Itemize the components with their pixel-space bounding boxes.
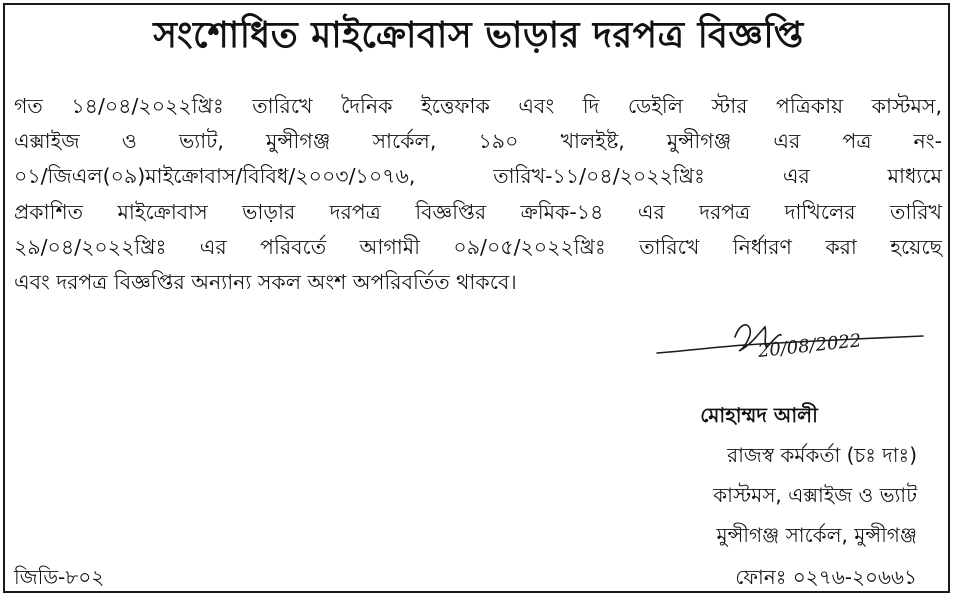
body-line-5: ২৯/০৪/২০২২খ্রিঃ এর পরিবর্তে আগামী ০৯/০৫/২০২২খ্রিঃ তারিখে নির্ধারণ করা হয়েছে [14,235,942,259]
signer-name: মোহাম্মদ আলী [700,403,818,427]
body-line-4: প্রকাশিত মাইক্রোবাস ভাড়ার দরপত্র বিজ্ঞপ্তির ক্রমিক-১৪ এর দরপত্র দাখিলের তারিখ [14,200,942,224]
body-line-3: ০১/জিএল(০৯)মাইক্রোবাস/বিবিধ/২০০৩/১০৭৬, তারিখ-১১/০৪/২০২২খ্রিঃ এর মাধ্যমে [14,164,942,188]
gd-number: জিডি-৮০২ [14,565,105,589]
signer-office: কাস্টমস, এক্সাইজ ও ভ্যাট [713,483,917,507]
signature-date: 20/08/2022 [756,330,863,362]
signer-phone: ফোনঃ ০২৭৬-২০৬৬১ [735,565,917,589]
body-line-6: এবং দরপত্র বিজ্ঞপ্তির অন্যান্য সকল অংশ অপরিবর্তিত থাকবে। [14,270,517,294]
body-line-1: গত ১৪/০৪/২০২২খ্রিঃ তারিখে দৈনিক ইত্তেফাক এবং দি ডেইলি স্টার পত্রিকায় কাস্টমস, [14,94,942,118]
signer-location: মুন্সীগঞ্জ সার্কেল, মুন্সীগঞ্জ [716,523,917,547]
notice-title: সংশোধিত মাইক্রোবাস ভাড়ার দরপত্র বিজ্ঞপ্তি [153,15,804,56]
body-line-2: এক্সাইজ ও ভ্যাট, মুন্সীগঞ্জ সার্কেল, ১৯০ খালইষ্ট, মুন্সীগঞ্জ এর পত্র নং- [14,129,942,153]
signer-designation: রাজস্ব কর্মকর্তা (চঃ দাঃ) [727,443,917,467]
